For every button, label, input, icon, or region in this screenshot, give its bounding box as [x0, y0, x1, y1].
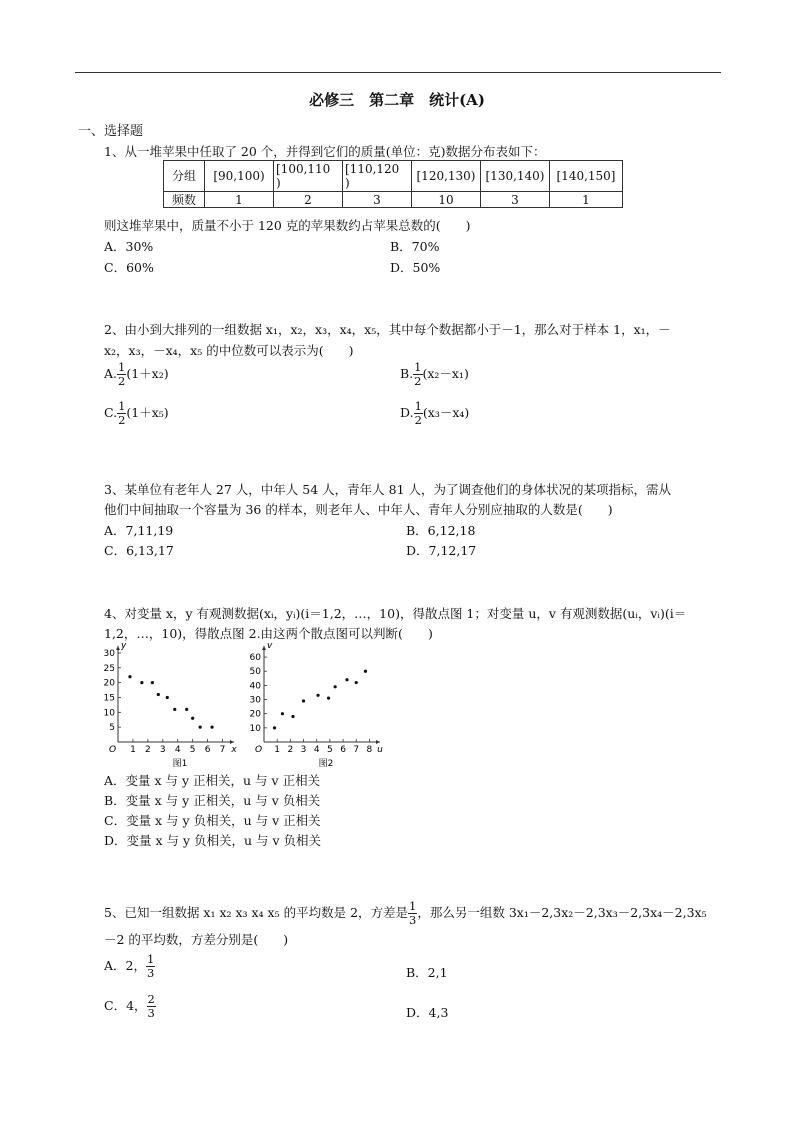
q2-line2: x₂，x₃，－x₄，x₅ 的中位数可以表示为( ) [104, 343, 354, 358]
x-tick-label: 7 [353, 745, 360, 755]
y-tick-label: 10 [249, 723, 261, 734]
q2-option-c: C. $\frac{1}{2}$ (1＋x₅) [104, 399, 169, 427]
x-tick-label: 8 [366, 745, 373, 755]
x-tick-label: 6 [204, 745, 211, 755]
x-tick-label: 3 [300, 745, 307, 755]
scatter-point [291, 715, 294, 718]
scatter-point [210, 726, 213, 729]
scatter-point [199, 726, 202, 729]
y-tick-label: 30 [249, 695, 261, 706]
table-cell-count: 3 [481, 192, 550, 208]
table-cell-count: 3 [343, 192, 412, 208]
q4-option-d: D．变量 x 与 y 负相关，u 与 v 负相关 [104, 833, 322, 848]
q1-option-d: D．50% [390, 260, 441, 275]
scatter-point [316, 694, 319, 697]
scatter-point [345, 678, 348, 681]
y-tick-label: 10 [104, 708, 115, 719]
table-header-count: 频数 [164, 192, 205, 208]
x-tick-label: 2 [287, 745, 294, 755]
x-tick-label: 1 [130, 745, 136, 755]
table-cell-group: [110,120 ) [343, 161, 412, 192]
scatter-point [355, 681, 358, 684]
q5-line1: 5、已知一组数据 x₁ x₂ x₃ x₄ x₅ 的平均数是 2，方差是 $\frac{1}{3}$ ，那么另一组数 3x₁－2,3x₂－2,3x₃－2,3x₄－2,3x₅ [104, 899, 707, 927]
q2-option-d: D. $\frac{1}{2}$ (x₃－x₄) [400, 399, 470, 427]
q3-option-d: D．7,12,17 [406, 543, 477, 558]
x-tick-label: 5 [327, 745, 333, 755]
scatter-point [281, 712, 284, 715]
y-axis-arrow [262, 646, 266, 650]
scatter-point [191, 717, 194, 720]
q4-option-a: A．变量 x 与 y 正相关，u 与 v 正相关 [104, 773, 321, 788]
q3-option-b: B．6,12,18 [406, 523, 476, 538]
y-tick-label: 30 [104, 648, 115, 659]
q3-option-a: A．7,11,19 [104, 523, 174, 538]
q2-option-a: A. $\frac{1}{2}$ (1＋x₂) [104, 360, 169, 388]
q5-option-a: A．2， $\frac{1}{3}$ [104, 952, 155, 980]
y-tick-label: 40 [249, 681, 261, 692]
table-cell-group: [130,140) [481, 161, 550, 192]
figure-caption: 图2 [318, 759, 334, 769]
scatter-point [157, 693, 160, 696]
scatter-figures [104, 642, 384, 770]
y-tick-label: 20 [104, 678, 115, 689]
y-tick-label: 15 [104, 693, 115, 704]
q5-option-b: B．2,1 [406, 965, 448, 980]
scatter-plot-2 [250, 642, 384, 769]
q4-line1: 4、对变量 x，y 有观测数据(xᵢ，yᵢ)(i＝1,2，…，10)，得散点图 1；对变量 u，v 有观测数据(uᵢ，vᵢ)(i＝ [104, 606, 687, 621]
x-axis-label: x [231, 745, 237, 755]
x-axis-label: u [377, 745, 383, 755]
scatter-point [334, 685, 337, 688]
q3-line1: 3、某单位有老年人 27 人，中年人 54 人，青年人 81 人，为了调查他们的身体状况的某项指标，需从 [104, 482, 672, 497]
fraction-a: $\frac{1}{3}$ [146, 952, 155, 980]
top-rule [75, 72, 721, 73]
table-header-group: 分组 [164, 161, 205, 192]
y-tick-label: 25 [104, 663, 115, 674]
scatter-point [128, 675, 131, 678]
scatter-point [151, 681, 154, 684]
table-cell-count: 2 [274, 192, 343, 208]
scatter-point [166, 696, 169, 699]
x-tick-label: 5 [189, 745, 196, 755]
table-cell-group: [90,100) [205, 161, 274, 192]
page-title: 必修三 第二章 统计(A) [309, 91, 485, 109]
fraction-half: $\frac{1}{2}$ [414, 399, 422, 427]
table-cell-count: 1 [550, 192, 623, 208]
x-axis-arrow [376, 740, 380, 744]
scatter-point [364, 670, 367, 673]
fraction-half: $\frac{1}{2}$ [118, 399, 126, 427]
x-tick-label: 7 [219, 745, 226, 755]
y-tick-label: 50 [249, 667, 261, 678]
q1-stem: 则这堆苹果中，质量不小于 120 克的苹果数约占苹果总数的( ) [104, 218, 471, 233]
fraction-c: $\frac{2}{3}$ [147, 992, 155, 1020]
q2-line1: 2、由小到大排列的一组数据 x₁，x₂，x₃，x₄，x₅，其中每个数据都小于－1，那么对于样本 1，x₁，－ [104, 322, 671, 337]
table-cell-count: 1 [205, 192, 274, 208]
figure-caption: 图1 [172, 759, 188, 769]
fraction-variance: $\frac{1}{3}$ [409, 899, 417, 927]
x-tick-label: 4 [313, 745, 320, 755]
x-tick-label: 2 [144, 745, 151, 755]
q1-option-a: A．30% [104, 239, 154, 254]
y-tick-label: 20 [249, 709, 261, 720]
origin-label: O [255, 745, 263, 755]
y-axis-arrow [116, 646, 120, 650]
q3-option-c: C．6,13,17 [104, 543, 174, 558]
y-tick-label: 5 [109, 723, 115, 734]
y-axis-label: y [121, 642, 127, 651]
x-axis-arrow [230, 740, 234, 744]
y-axis-label: v [267, 642, 273, 651]
table-cell-group: [100,110 ) [274, 161, 343, 192]
x-tick-label: 4 [174, 745, 181, 755]
x-tick-label: 3 [159, 745, 166, 755]
scatter-point [302, 699, 305, 702]
x-tick-label: 1 [274, 745, 281, 755]
q3-line2: 他们中间抽取一个容量为 36 的样本，则老年人、中年人、青年人分别应抽取的人数是( ) [104, 502, 613, 517]
origin-label: O [109, 745, 117, 755]
q4-line2: 1,2，…，10)，得散点图 2.由这两个散点图可以判断( ) [104, 626, 433, 641]
y-tick-label: 60 [249, 653, 261, 664]
table-cell-group: [120,130) [412, 161, 481, 192]
q2-option-b: B. $\frac{1}{2}$ (x₂－x₁) [400, 360, 469, 388]
q5-line2: －2 的平均数，方差分别是( ) [104, 932, 289, 947]
fraction-half: $\frac{1}{2}$ [414, 360, 422, 388]
q5-option-d: D．4,3 [406, 1005, 449, 1020]
section-heading: 一、选择题 [78, 124, 144, 139]
q4-option-c: C．变量 x 与 y 负相关，u 与 v 正相关 [104, 813, 321, 828]
fraction-half: $\frac{1}{2}$ [118, 360, 126, 388]
scatter-point [140, 681, 143, 684]
scatter-point [173, 708, 176, 711]
scatter-point [185, 708, 188, 711]
q1-option-c: C．60% [104, 260, 154, 275]
q1-option-b: B．70% [390, 239, 440, 254]
frequency-table [163, 160, 623, 208]
scatter-point [273, 726, 276, 729]
table-cell-group: [140,150] [550, 161, 623, 192]
q4-option-b: B．变量 x 与 y 正相关，u 与 v 负相关 [104, 793, 321, 808]
table-cell-count: 10 [412, 192, 481, 208]
x-tick-label: 6 [340, 745, 346, 755]
q5-option-c: C．4， $\frac{2}{3}$ [104, 992, 155, 1020]
q1-text: 1、从一堆苹果中任取了 20 个，并得到它们的质量(单位：克)数据分布表如下： [104, 144, 546, 159]
scatter-plot-1 [104, 642, 237, 769]
scatter-point [327, 697, 330, 700]
